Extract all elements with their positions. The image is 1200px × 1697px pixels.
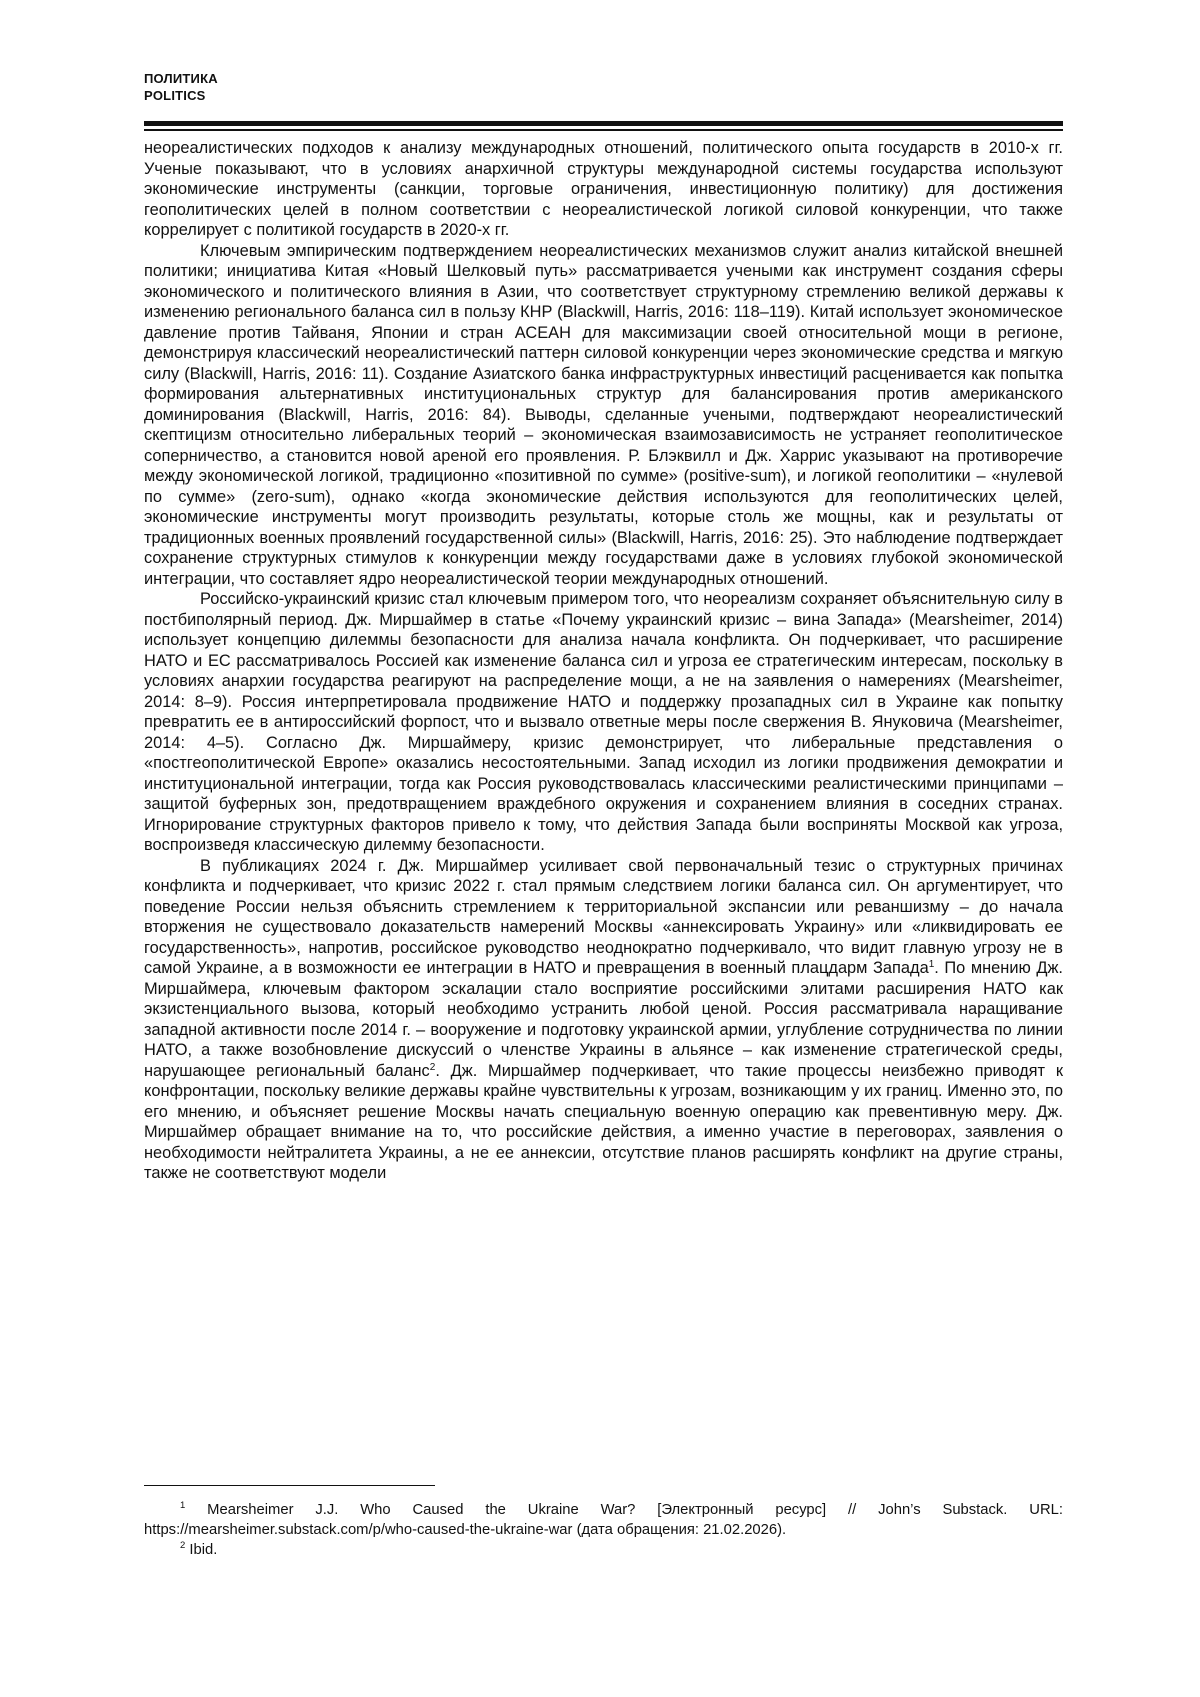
- footnote-1-mark: 1: [180, 1500, 186, 1511]
- paragraph-3: Российско-украинский кризис стал ключевым примером того, что неореализм сохраняет объяснительную силу в постбиполярный период. Дж. Миршаймер в статье «Почему украинский кризис – вина Запада» (Mearsheimer, 2014) использует концепцию дилеммы безопасности для анализа начала конфликта. Он подчеркивает, что расширение НАТО и ЕС рассматривалось Россией как изменение баланса сил и угроза ее стратегическим интересам, поскольку в условиях анархии государства реагируют на распределение мощи, а не на заявления о намерениях (Mearsheimer, 2014: 8–9). Россия интерпретировала продвижение НАТО и поддержку прозападных сил в Украине как попытку превратить ее в антироссийский форпост, что и вызвало ответные меры после свержения В. Януковича (Mearsheimer, 2014: 4–5). Согласно Дж. Миршаймеру, кризис демонстрирует, что либеральные представления о «постгеополитической Европе» оказались несостоятельными. Запад исходил из логики продвижения демократии и институциональной интеграции, тогда как Россия руководствовалась классическими реалистическими принципами – защитой буферных зон, предотвращением враждебного окружения и сохранением влияния в соседних странах. Игнорирование структурных факторов привело к тому, что действия Запада были восприняты Москвой как угроза, воспроизведя классическую дилемму безопасности.: [144, 590, 1063, 854]
- footnote-separator: [144, 1485, 435, 1486]
- footnote-ref-2[interactable]: 2: [429, 1061, 436, 1073]
- footnote-ref-1[interactable]: 1: [928, 959, 935, 970]
- article-body: [144, 138, 1063, 1184]
- footnote-2-mark: 2: [180, 1540, 186, 1551]
- running-header: [144, 70, 218, 104]
- header-rule-thin: [144, 129, 1063, 131]
- footnote-1-text: Mearsheimer J.J. Who Caused the Ukraine War? [Электронный ресурс] // John’s Substack. URL: https://mearsheimer.substack.com/p/who-caused-the-ukraine-war (дата обращения: 21.02.2026).: [144, 1502, 1063, 1538]
- section-title-en: POLITICS: [144, 88, 206, 103]
- footnote-2: [144, 1540, 1063, 1560]
- footnote-2-text: Ibid.: [189, 1542, 218, 1558]
- header-rule-thick: [144, 121, 1063, 126]
- paragraph-4-part-c: . Дж. Миршаймер подчеркивает, что такие процессы неизбежно приводят к конфронтации, поскольку великие державы крайне чувствительны к угрозам, возникающим у их границ. Именно это, по его мнению, и объясняет решение Москвы начать специальную военную операцию как превентивную меру. Дж. Миршаймер обращает внимание на то, что российские действия, а именно участие в переговорах, заявления о необходимости нейтралитета Украины, а не ее аннексии, отсутствие планов расширять конфликт на другие страны, также не соответствуют модели: [144, 1061, 1064, 1182]
- paragraph-4-part-b: . По мнению Дж. Миршаймера, ключевым фактором эскалации стало восприятие российскими элитами расширения НАТО как экзистенциального вызова, который необходимо устранить любой ценой. Россия рассматривала наращивание западной активности после 2014 г. – вооружение и подготовку украинской армии, углубление сотрудничества по линии НАТО, а также возобновление дискуссий о членстве Украины в альянсе – как изменение стратегической среды, нарушающее региональный баланс: [144, 959, 1063, 1080]
- section-title-ru: ПОЛИТИКА: [144, 71, 218, 86]
- paragraph-1: неореалистических подходов к анализу международных отношений, политического опыта государств в 2010-х гг. Ученые показывают, что в условиях анархичной структуры международной системы государства используют экономические инструменты (санкции, торговые ограничения, инвестиционную политику) для достижения геополитических целей в полном соответствии с неореалистической логикой силовой конкуренции, что также коррелирует с политикой государств в 2020-х гг.: [144, 139, 1063, 239]
- footnote-1: [144, 1500, 1063, 1540]
- paragraph-4-part-a: В публикациях 2024 г. Дж. Миршаймер усиливает свой первоначальный тезис о структурных причинах конфликта и подчеркивает, что кризис 2022 г. стал прямым следствием логики баланса сил. Он аргументирует, что поведение России нельзя объяснить стремлением к территориальной экспансии или реваншизму – до начала вторжения не существовало доказательств намерений Москвы «аннексировать Украину» или «ликвидировать ее государственность», напротив, российское руководство неоднократно подчеркивало, что видит главную угрозу не в самой Украине, а в возможности ее интеграции в НАТО и превращения в военный плацдарм Запада: [144, 856, 1063, 977]
- footnotes: [144, 1500, 1063, 1560]
- paragraph-4: [144, 856, 1063, 1184]
- paragraph-2: Ключевым эмпирическим подтверждением неореалистических механизмов служит анализ китайской внешней политики; инициатива Китая «Новый Шелковый путь» рассматривается учеными как инструмент создания сферы экономического и политического влияния в Азии, что соответствует структурному стремлению великой державы к изменению регионального баланса сил в пользу КНР (Blackwill, Harris, 2016: 118–119). Китай использует экономическое давление против Тайваня, Японии и стран АСЕАН для максимизации своей относительной мощи в регионе, демонстрируя классический неореалистический паттерн силовой конкуренции через экономические средства и мягкую силу (Blackwill, Harris, 2016: 11). Создание Азиатского банка инфраструктурных инвестиций расценивается как попытка формирования альтернативных институциональных структур для балансирования против американского доминирования (Blackwill, Harris, 2016: 84). Выводы, сделанные учеными, подтверждают неореалистический скептицизм относительно либеральных теорий – экономическая взаимозависимость не устраняет геополитическое соперничество, а становится новой ареной его проявления. Р. Блэквилл и Дж. Харрис указывают на противоречие между экономической логикой, традиционно «позитивной по сумме» (positive-sum), и логикой геополитики – «нулевой по сумме» (zero-sum), однако «когда экономические действия используются для геополитических целей, экономические инструменты могут производить результаты, которые столь же мощны, как и результаты от традиционных военных проявлений государственной силы» (Blackwill, Harris, 2016: 25). Это наблюдение подтверждает сохранение структурных стимулов к конкуренции между государствами даже в условиях глубокой экономической интеграции, что составляет ядро неореалистической теории международных отношений.: [144, 241, 1063, 588]
